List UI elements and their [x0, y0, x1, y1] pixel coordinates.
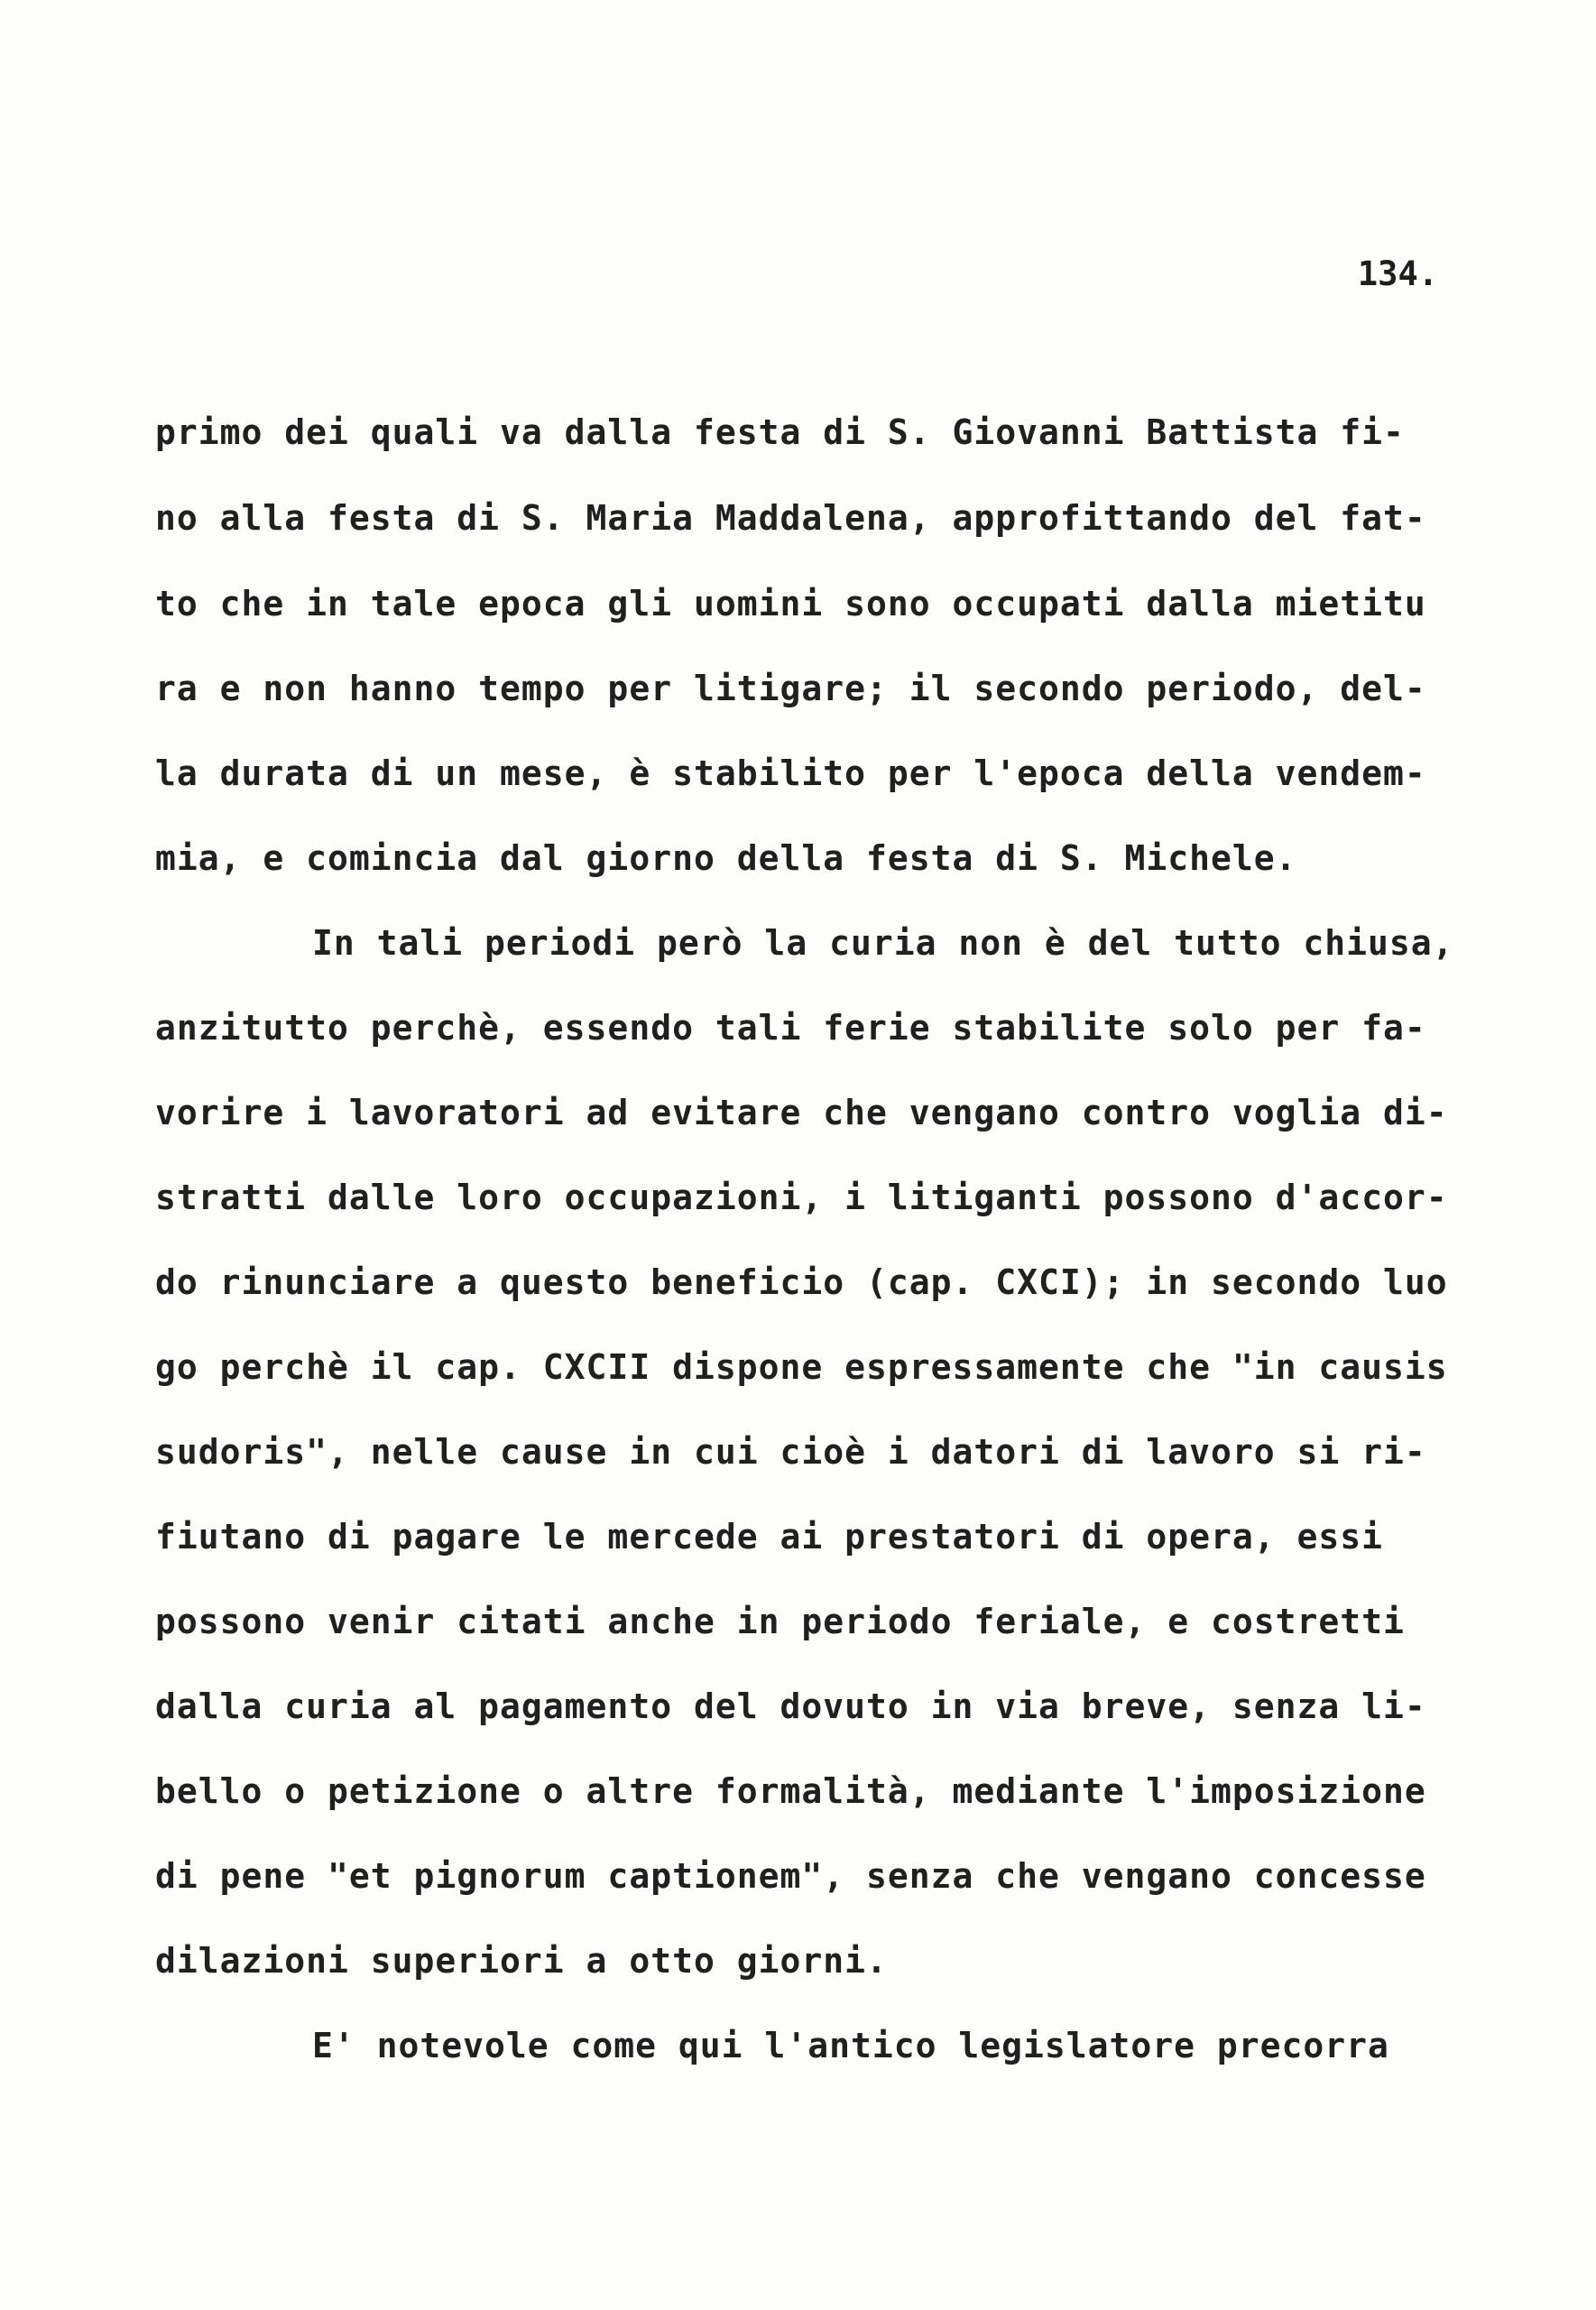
text-line-7: In tali periodi però la curia non è del tutto chiusa, — [312, 923, 1454, 963]
page-number: 134. — [1357, 254, 1438, 293]
text-line-11: do rinunciare a questo beneficio (cap. CXCI); in secondo luo — [155, 1262, 1448, 1302]
text-line-2: no alla festa di S. Maria Maddalena, approfittando del fat- — [155, 498, 1426, 538]
text-line-15: possono venir citati anche in periodo feriale, e costretti — [155, 1602, 1405, 1641]
text-line-10: stratti dalle loro occupazioni, i litiganti possono d'accor- — [155, 1178, 1448, 1217]
text-line-19: dilazioni superiori a otto giorni. — [155, 1941, 888, 1981]
text-line-14: fiutano di pagare le mercede ai prestatori di opera, essi — [155, 1517, 1384, 1557]
text-line-20: E' notevole come qui l'antico legislatore precorra — [312, 2026, 1389, 2065]
text-line-16: dalla curia al pagamento del dovuto in via breve, senza li- — [155, 1686, 1426, 1726]
text-line-12: go perchè il cap. CXCII dispone espressamente che "in causis — [155, 1347, 1448, 1387]
text-line-17: bello o petizione o altre formalità, mediante l'imposizione — [155, 1771, 1426, 1811]
text-line-6: mia, e comincia dal giorno della festa di S. Michele. — [155, 838, 1297, 878]
text-line-13: sudoris", nelle cause in cui cioè i datori di lavoro si ri- — [155, 1432, 1426, 1472]
text-line-1: primo dei quali va dalla festa di S. Giovanni Battista fi- — [155, 412, 1405, 452]
text-line-3: to che in tale epoca gli uomini sono occupati dalla mietitu — [155, 584, 1426, 624]
text-line-9: vorire i lavoratori ad evitare che vengano contro voglia di- — [155, 1093, 1448, 1132]
text-line-4: ra e non hanno tempo per litigare; il secondo periodo, del- — [155, 669, 1426, 708]
text-line-18: di pene "et pignorum captionem", senza che vengano concesse — [155, 1856, 1426, 1896]
text-line-8: anzitutto perchè, essendo tali ferie stabilite solo per fa- — [155, 1008, 1426, 1048]
text-line-5: la durata di un mese, è stabilito per l'epoca della vendem- — [155, 753, 1426, 793]
